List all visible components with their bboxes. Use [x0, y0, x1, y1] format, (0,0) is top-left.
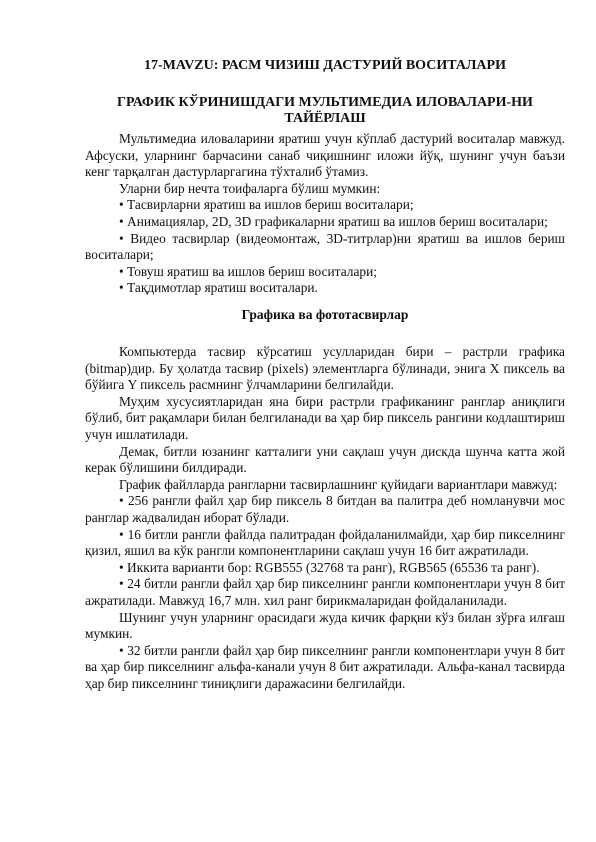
paragraph: График файлларда рангларни тасвирлашнинг қуйидаги вариантлари мавжуд:: [119, 476, 558, 492]
list-item: • Тасвирларни яратиш ва ишлов бериш воситалари;: [119, 197, 414, 213]
paragraph: Мультимедиа иловаларини яратиш учун кўплаб дастурий воситалар мавжуд. Афсуски, уларнинг барчасини санаб чиқишнинг иложи йўқ, шунинг учун баъзи кенг тарқалган дастурларгагина тўхталиб ўтамиз.: [85, 131, 565, 180]
list-item: • Иккита варианти бор: RGB555 (32768 та ранг), RGB565 (65536 та ранг).: [119, 559, 540, 575]
list-item: • 16 битли рангли файлда палитрадан фойдаланилмайди, ҳар бир пикселнинг қизил, яшил ва кўк рангли компонентларини сақлаш учун 16 бит ажратилади.: [85, 526, 565, 559]
list-item: • 256 рангли файл ҳар бир пиксель 8 битдан ва палитра деб номланувчи мос ранглар жадвалидан иборат бўлади.: [85, 493, 565, 525]
intro-text: [85, 131, 565, 297]
paragraph: Компьютерда тасвир кўрсатиш усулларидан бири – растрли графика (bitmap)дир. Бу ҳолатда тасвир (pixels) элементларга бўлинади, энига X пиксель ва бўйига Y пиксель расмнинг ўлчамларини белгилайди.: [85, 344, 565, 393]
document-title: 17-MAVZU: РАСМ ЧИЗИШ ДАСТУРИЙ ВОСИТАЛАРИ: [144, 58, 506, 73]
list-item: • Видео тасвирлар (видеомонтаж, 3D-титрлар)ни яратиш ва ишлов бериш воситалари;: [85, 230, 565, 263]
list-item: • 32 битли рангли файл ҳар бир пикселнинг рангли компонентлари учун 8 бит ва ҳар бир пикселнинг альфа-канали учун 8 бит ажратилади. Альфа-канал тасвирда ҳар бир пикселнинг тиниқлиги даражасини белгилайди.: [85, 642, 565, 691]
body-text: [85, 344, 565, 692]
paragraph: Демак, битли юзанинг катталиги уни сақлаш учун дискда шунча катта жой керак бўлишини билдиради.: [85, 443, 565, 476]
list-item: • 24 битли рангли файл ҳар бир пикселнинг рангли компонентлари учун 8 бит ажратилади. Мавжуд 16,7 млн. хил ранг бирикмаларидан фойдаланилади.: [85, 576, 565, 608]
list-item: • Товуш яратиш ва ишлов бериш воситалари;: [119, 263, 377, 279]
subsection-title: Графика ва фототасвирлар: [241, 307, 409, 322]
paragraph: Муҳим хусусиятларидан яна бири растрли графиканинг ранглар аниқлиги бўлиб, бит рақамлари билан белгиланади ва ҳар бир пиксель рангини кодлаштириш учун ишлатилади.: [85, 393, 565, 442]
list-item: • Анимациялар, 2D, 3D графикаларни яратиш ва ишлов бериш воситалари;: [119, 213, 548, 229]
paragraph: Шунинг учун уларнинг орасидаги жуда кичик фарқни кўз билан зўрға илғаш мумкин.: [85, 609, 565, 642]
section-title: ГРАФИК КЎРИНИШДАГИ МУЛЬТИМЕДИА ИЛОВАЛАРИ-НИ ТАЙЁРЛАШ: [117, 95, 533, 126]
paragraph: Уларни бир нечта тоифаларга бўлиш мумкин:: [119, 180, 381, 196]
list-item: • Тақдимотлар яратиш воситалари.: [119, 280, 318, 296]
